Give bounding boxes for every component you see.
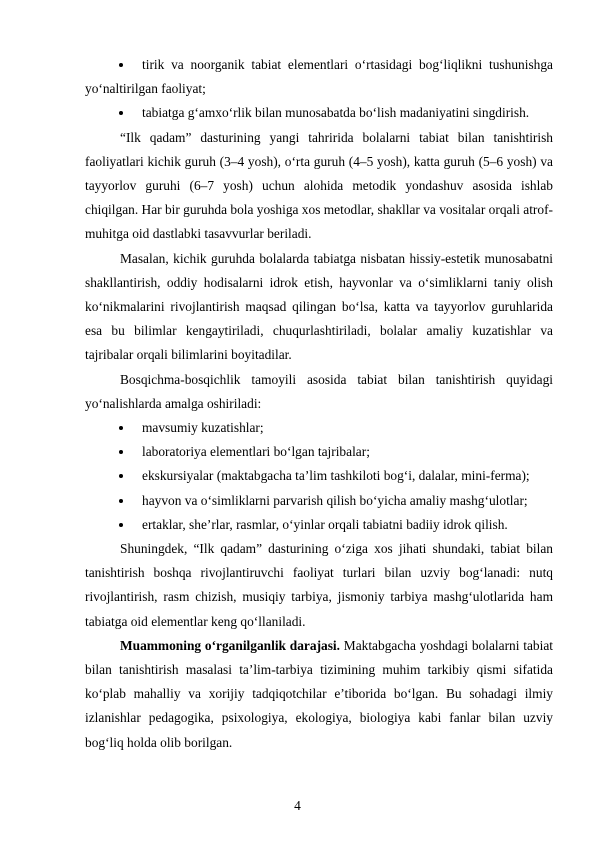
paragraph-integration: Shuningdek, “Ilk qadam” dasturining o‘ziga xos jihati shundaki, tabiat bilan tanishtirish boshqa rivojlantiruvchi faoliyat turlari bilan uzviy bog‘lanadi: nutq rivojlantirish, rasm chizish, musiqiy tarbiya, jismoniy tarbiya mashg‘ulotlarida ham tabiatga oid elementlar keng qo‘llaniladi. bbox=[85, 541, 553, 629]
paragraph-principle: Bosqichma-bosqichlik tamoyili asosida tabiat bilan tanishtirish quyidagi yo‘nalishlarda amalga oshiriladi: bbox=[85, 371, 553, 411]
list-item bbox=[85, 101, 553, 125]
list-item bbox=[85, 464, 553, 488]
list-item-text: ertaklar, she’rlar, rasmlar, o‘yinlar orqali tabiatni badiiy idrok qilish. bbox=[142, 516, 508, 532]
list-item-text: mavsumiy kuzatishlar; bbox=[142, 420, 264, 436]
bullet-icon bbox=[119, 474, 123, 478]
list-item bbox=[85, 489, 553, 513]
directions-bullet-list bbox=[85, 416, 553, 537]
list-item-text: hayvon va o‘simliklarni parvarish qilish bo‘yicha amaliy mashg‘ulotlar; bbox=[142, 492, 528, 508]
bullet-icon bbox=[119, 111, 123, 115]
list-item bbox=[85, 416, 553, 440]
paragraph-research-level bbox=[85, 634, 553, 755]
document-page bbox=[85, 53, 553, 755]
list-item-text: tabiatga g‘amxo‘rlik bilan munosabatda bo‘lish madaniyatini singdirish. bbox=[142, 105, 530, 121]
paragraph-example: Masalan, kichik guruhda bolalarda tabiatga nisbatan hissiy-estetik munosabatni shakllantirish, oddiy hodisalarni idrok etish, hayvonlar va o‘simliklarni taniy olish ko‘nikmalarini rivojlantirish maqsad qilingan bo‘lsa, katta va tayyorlov guruhlarida esa bu bilimlar kengaytiriladi, chuqurlashtiriladi, bolalar amaliy kuzatishlar va tajribalar orqali bilimlarini boyitadilar. bbox=[85, 250, 553, 363]
list-item-text: laboratoriya elementlari bo‘lgan tajribalar; bbox=[142, 444, 370, 460]
section-heading: Muammoning o‘rganilganlik darajasi. bbox=[120, 637, 340, 653]
list-item-text: ekskursiyalar (maktabgacha ta’lim tashkiloti bog‘i, dalalar, mini-ferma); bbox=[142, 468, 530, 484]
paragraph-program-groups: “Ilk qadam” dasturining yangi tahririda bolalarni tabiat bilan tanishtirish faoliyatlari kichik guruh (3–4 yosh), o‘rta guruh (4–5 yosh), katta guruh (5–6 yosh) va tayyorlov guruhi (6–7 yosh) uchun alohida metodik yondashuv asosida ishlab chiqilgan. Har bir guruhda bola yoshiga xos metodlar, shakllar va vositalar orqali atrof-muhitga oid dastlabki tasavvurlar beriladi. bbox=[85, 129, 553, 242]
list-item bbox=[85, 440, 553, 464]
list-item bbox=[85, 513, 553, 537]
bullet-icon bbox=[119, 499, 123, 503]
bullet-icon bbox=[119, 426, 123, 430]
bullet-icon bbox=[119, 450, 123, 454]
bullet-icon bbox=[119, 523, 123, 527]
list-item bbox=[85, 53, 553, 101]
bullet-icon bbox=[119, 63, 123, 67]
top-bullet-list bbox=[85, 53, 553, 126]
list-item-text: tirik va noorganik tabiat elementlari o‘rtasidagi bog‘liqlikni tushunishga yo‘naltirilgan faoliyat; bbox=[85, 57, 553, 97]
page-number: 4 bbox=[294, 798, 301, 813]
paragraph-research-text: Maktabgacha yoshdagi bolalarni tabiat bilan tanishtirish masalasi ta’lim-tarbiya tizimining muhim tarkibiy qismi sifatida ko‘plab mahalliy va xorijiy tadqiqotchilar e’tiborida bo‘lgan. Bu sohadagi ilmiy izlanishlar pedagogika, psixologiya, ekologiya, biologiya kabi fanlar bilan uzviy bog‘liq holda olib borilgan. bbox=[85, 637, 553, 750]
